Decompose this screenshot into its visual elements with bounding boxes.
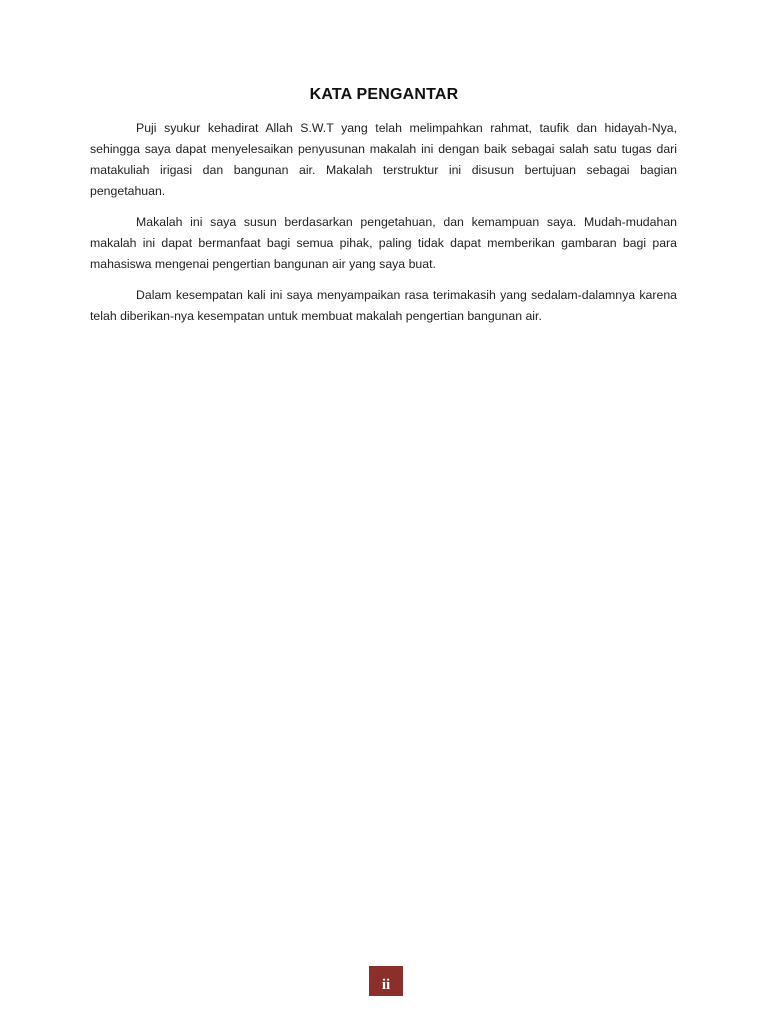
paragraph-1: Puji syukur kehadirat Allah S.W.T yang telah melimpahkan rahmat, taufik dan hidayah-Nya, sehingga saya dapat menyelesaikan penyusunan makalah ini dengan baik sebagai salah satu tugas dari matakuliah irigasi dan bangunan air. Makalah terstruktur ini disusun bertujuan sebagai bagian pengetahuan. <box>90 121 677 198</box>
page-number-badge <box>369 966 403 996</box>
paragraph-2: Makalah ini saya susun berdasarkan pengetahuan, dan kemampuan saya. Mudah-mudahan makalah ini dapat bermanfaat bagi semua pihak, paling tidak dapat memberikan gambaran bagi para mahasiswa mengenai pengertian bangunan air yang saya buat. <box>90 215 677 271</box>
paragraph-3: Dalam kesempatan kali ini saya menyampaikan rasa terimakasih yang sedalam-dalamnya karena telah diberikan-nya kesempatan untuk membuat makalah pengertian bangunan air. <box>90 288 677 323</box>
document-body <box>90 118 677 337</box>
page-number: ii <box>381 977 391 993</box>
page-title: KATA PENGANTAR <box>309 86 459 103</box>
